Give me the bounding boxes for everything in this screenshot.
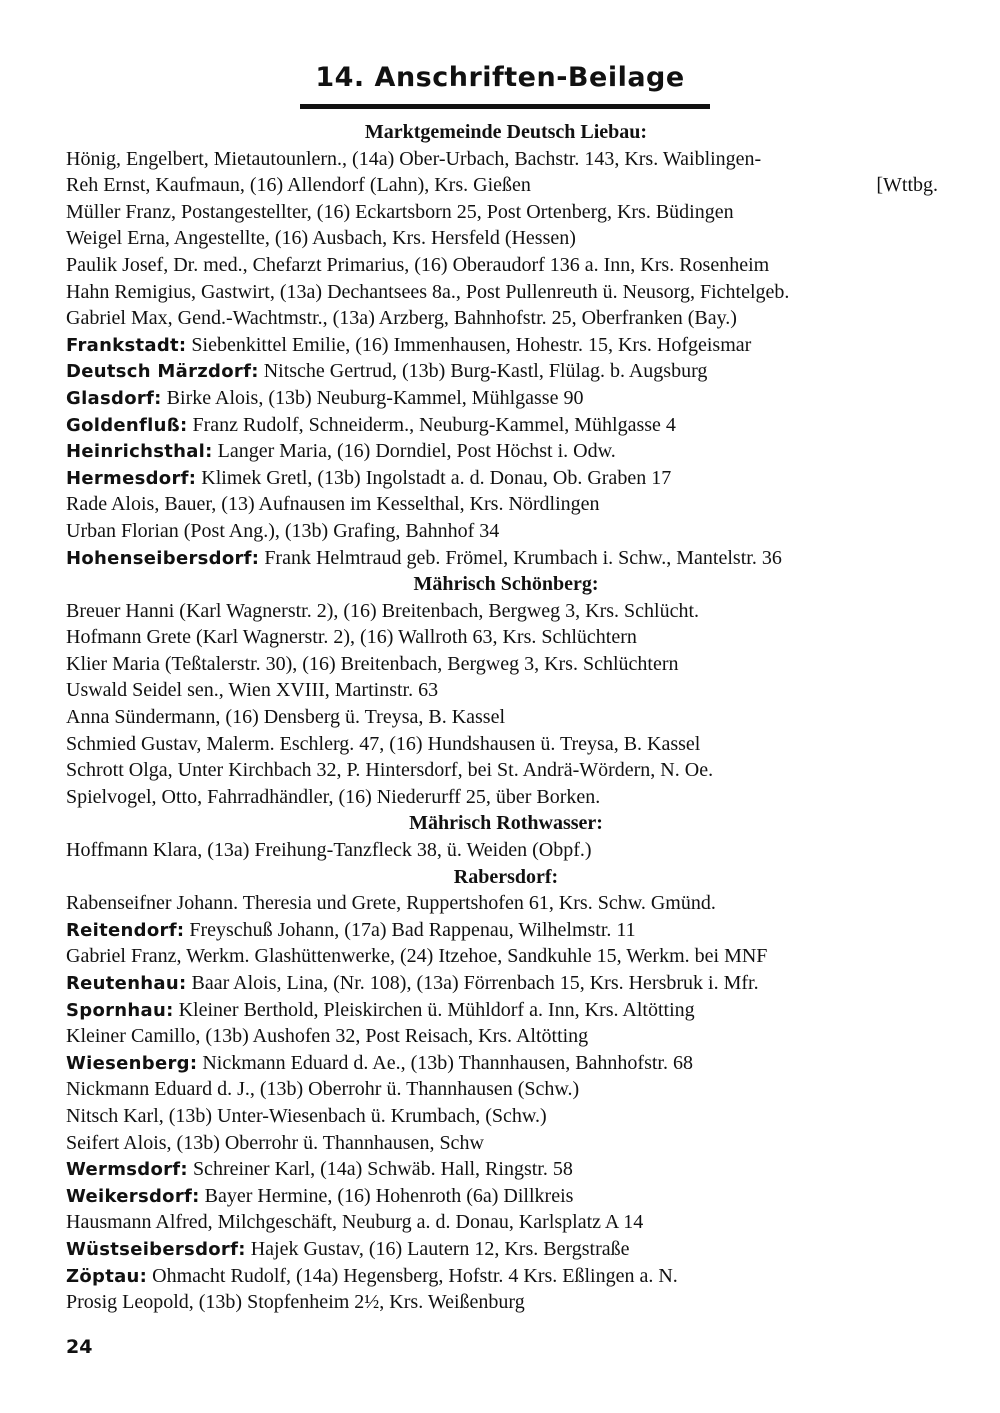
- place-name: Hermesdorf:: [66, 467, 197, 489]
- entry-continuation: [Wttbg.: [876, 174, 938, 197]
- address-entry: [66, 465, 946, 492]
- address-entry: [66, 545, 946, 572]
- entry-text: Prosig Leopold, (13b) Stopfenheim 2½, Krs. Weißenburg: [66, 1291, 525, 1314]
- entry-text: Hausmann Alfred, Milchgeschäft, Neuburg a. d. Donau, Karlsplatz A 14: [66, 1211, 644, 1234]
- address-entry: [66, 225, 946, 252]
- address-entry: [66, 837, 946, 864]
- entry-text: Franz Rudolf, Schneiderm., Neuburg-Kammel, Mühlgasse 4: [192, 413, 676, 436]
- address-entry: [66, 332, 946, 359]
- address-entry: [66, 172, 946, 199]
- entry-text: Schmied Gustav, Malerm. Eschlerg. 47, (16) Hundshausen ü. Treysa, B. Kassel: [66, 732, 701, 755]
- entry-text: Siebenkittel Emilie, (16) Immenhausen, Hohestr. 15, Krs. Hofgeismar: [191, 333, 752, 356]
- address-entry: [66, 1263, 946, 1290]
- place-name: Wermsdorf:: [66, 1159, 188, 1181]
- place-name: Wiesenberg:: [66, 1052, 198, 1074]
- entry-text: Ohmacht Rudolf, (14a) Hegensberg, Hofstr. 4 Krs. Eßlingen a. N.: [152, 1264, 678, 1287]
- place-name: Wüstseibersdorf:: [66, 1238, 246, 1260]
- entry-text: Freyschuß Johann, (17a) Bad Rappenau, Wilhelmstr. 11: [189, 918, 636, 941]
- address-entry: [66, 199, 946, 226]
- place-name: Goldenfluß:: [66, 414, 188, 436]
- address-entry: [66, 784, 946, 811]
- entry-text: Klier Maria (Teßtalerstr. 30), (16) Breitenbach, Bergweg 3, Krs. Schlüchtern: [66, 652, 679, 675]
- address-entry: [66, 1209, 946, 1236]
- place-name: Weikersdorf:: [66, 1185, 200, 1207]
- entry-text: Anna Sündermann, (16) Densberg ü. Treysa, B. Kassel: [66, 706, 506, 729]
- section-heading: Mährisch Schönberg:: [413, 573, 599, 596]
- entry-text: Schreiner Karl, (14a) Schwäb. Hall, Ringstr. 58: [192, 1158, 573, 1181]
- entry-text: Rade Alois, Bauer, (13) Aufnausen im Kesselthal, Krs. Nördlingen: [66, 493, 600, 516]
- place-name: Reitendorf:: [66, 919, 185, 941]
- address-list: [66, 119, 946, 1316]
- entry-text: Hofmann Grete (Karl Wagnerstr. 2), (16) Wallroth 63, Krs. Schlüchtern: [66, 626, 637, 649]
- entry-text: Breuer Hanni (Karl Wagnerstr. 2), (16) Breitenbach, Bergweg 3, Krs. Schlücht.: [66, 599, 700, 622]
- title-underline: [300, 104, 710, 109]
- entry-text: Weigel Erna, Angestellte, (16) Ausbach, Krs. Hersfeld (Hessen): [66, 227, 576, 250]
- entry-text: Spielvogel, Otto, Fahrradhändler, (16) Niederurff 25, über Borken.: [66, 785, 601, 808]
- entry-text: Rabenseifner Johann. Theresia und Grete, Ruppertshofen 61, Krs. Schw. Gmünd.: [66, 892, 716, 915]
- entry-text: Nickmann Eduard d. J., (13b) Oberrohr ü. Thannhausen (Schw.): [66, 1078, 580, 1101]
- address-entry: [66, 1130, 946, 1157]
- address-entry: [66, 385, 946, 412]
- address-entry: [66, 943, 946, 970]
- place-name: Heinrichsthal:: [66, 441, 213, 463]
- address-entry: [66, 491, 946, 518]
- entry-text: Seifert Alois, (13b) Oberrohr ü. Thannhausen, Schw: [66, 1131, 484, 1154]
- entry-text: Gabriel Max, Gend.-Wachtmstr., (13a) Arzberg, Bahnhofstr. 25, Oberfranken (Bay.): [66, 307, 737, 330]
- entry-text: Schrott Olga, Unter Kirchbach 32, P. Hintersdorf, bei St. Andrä-Wördern, N. Oe.: [66, 759, 714, 782]
- place-name: Hohenseibersdorf:: [66, 547, 260, 569]
- address-entry: [66, 970, 946, 997]
- address-entry: [66, 1050, 946, 1077]
- entry-text: Hahn Remigius, Gastwirt, (13a) Dechantsees 8a., Post Pullenreuth ü. Neusorg, Fichtelgeb.: [66, 280, 790, 303]
- address-entry: [66, 358, 946, 385]
- address-entry: [66, 412, 946, 439]
- place-name: Reutenhau:: [66, 973, 187, 994]
- address-entry: [66, 252, 946, 279]
- entry-text: Urban Florian (Post Ang.), (13b) Grafing, Bahnhof 34: [66, 519, 500, 542]
- address-entry: [66, 1076, 946, 1103]
- address-entry: [66, 651, 946, 678]
- entry-text: Kleiner Camillo, (13b) Aushofen 32, Post Reisach, Krs. Altötting: [66, 1025, 589, 1048]
- place-name: Frankstadt:: [66, 334, 187, 356]
- entry-text: Birke Alois, (13b) Neuburg-Kammel, Mühlgasse 90: [166, 386, 584, 409]
- entry-text: Uswald Seidel sen., Wien XVIII, Martinstr. 63: [66, 679, 439, 702]
- address-entry: [66, 997, 946, 1024]
- entry-text: Klimek Gretl, (13b) Ingolstadt a. d. Donau, Ob. Graben 17: [201, 466, 672, 489]
- address-entry: [66, 677, 946, 704]
- address-entry: [66, 1289, 946, 1316]
- section-heading: Rabersdorf:: [453, 865, 559, 888]
- page-number: 24: [66, 1336, 93, 1358]
- entry-text: Bayer Hermine, (16) Hohenroth (6a) Dillkreis: [204, 1184, 574, 1207]
- address-entry: [66, 598, 946, 625]
- entry-text: Hönig, Engelbert, Mietautounlern., (14a) Ober-Urbach, Bachstr. 143, Krs. Waiblingen-: [66, 147, 762, 170]
- address-entry: [66, 890, 946, 917]
- entry-text: Nickmann Eduard d. Ae., (13b) Thannhausen, Bahnhofstr. 68: [202, 1051, 693, 1074]
- entry-text: Baar Alois, Lina, (Nr. 108), (13a) Förrenbach 15, Krs. Hersbruk i. Mfr.: [191, 972, 759, 994]
- entry-text: Nitsch Karl, (13b) Unter-Wiesenbach ü. Krumbach, (Schw.): [66, 1104, 547, 1127]
- address-entry: [66, 624, 946, 651]
- address-entry: [66, 1103, 946, 1130]
- place-name: Zöptau:: [66, 1265, 148, 1287]
- address-entry: [66, 279, 946, 306]
- address-entry: [66, 1156, 946, 1183]
- entry-text: Nitsche Gertrud, (13b) Burg-Kastl, Flülag. b. Augsburg: [263, 360, 708, 383]
- place-name: Deutsch Märzdorf:: [66, 361, 259, 383]
- address-entry: [66, 1183, 946, 1210]
- entry-text: Müller Franz, Postangestellter, (16) Eckartsborn 25, Post Ortenberg, Krs. Büdingen: [66, 200, 734, 223]
- address-entry: [66, 1236, 946, 1263]
- page-title: 14. Anschriften-Beilage: [315, 62, 685, 93]
- section-heading: Marktgemeinde Deutsch Liebau:: [364, 121, 648, 143]
- address-entry: [66, 146, 946, 173]
- address-entry: [66, 731, 946, 758]
- entry-text: Gabriel Franz, Werkm. Glashüttenwerke, (24) Itzehoe, Sandkuhle 15, Werkm. bei MNF: [66, 945, 768, 968]
- entry-text: Langer Maria, (16) Dorndiel, Post Höchst i. Odw.: [217, 440, 616, 463]
- entry-text: Reh Ernst, Kaufmaun, (16) Allendorf (Lahn), Krs. Gießen: [66, 174, 531, 197]
- address-entry: [66, 305, 946, 332]
- address-entry: [66, 757, 946, 784]
- entry-text: Hoffmann Klara, (13a) Freihung-Tanzfleck 38, ü. Weiden (Obpf.): [66, 839, 592, 862]
- address-entry: [66, 704, 946, 731]
- address-entry: [66, 438, 946, 465]
- address-entry: [66, 1023, 946, 1050]
- entry-text: Kleiner Berthold, Pleiskirchen ü. Mühldorf a. Inn, Krs. Altötting: [178, 998, 695, 1021]
- place-name: Glasdorf:: [66, 387, 162, 409]
- section-heading: Mährisch Rothwasser:: [409, 812, 603, 835]
- entry-text: Frank Helmtraud geb. Frömel, Krumbach i. Schw., Mantelstr. 36: [264, 546, 782, 569]
- entry-text: Paulik Josef, Dr. med., Chefarzt Primarius, (16) Oberaudorf 136 a. Inn, Krs. Rosenheim: [66, 253, 770, 276]
- address-entry: [66, 917, 946, 944]
- entry-text: Hajek Gustav, (16) Lautern 12, Krs. Bergstraße: [250, 1237, 630, 1260]
- address-entry: [66, 518, 946, 545]
- place-name: Spornhau:: [66, 999, 174, 1021]
